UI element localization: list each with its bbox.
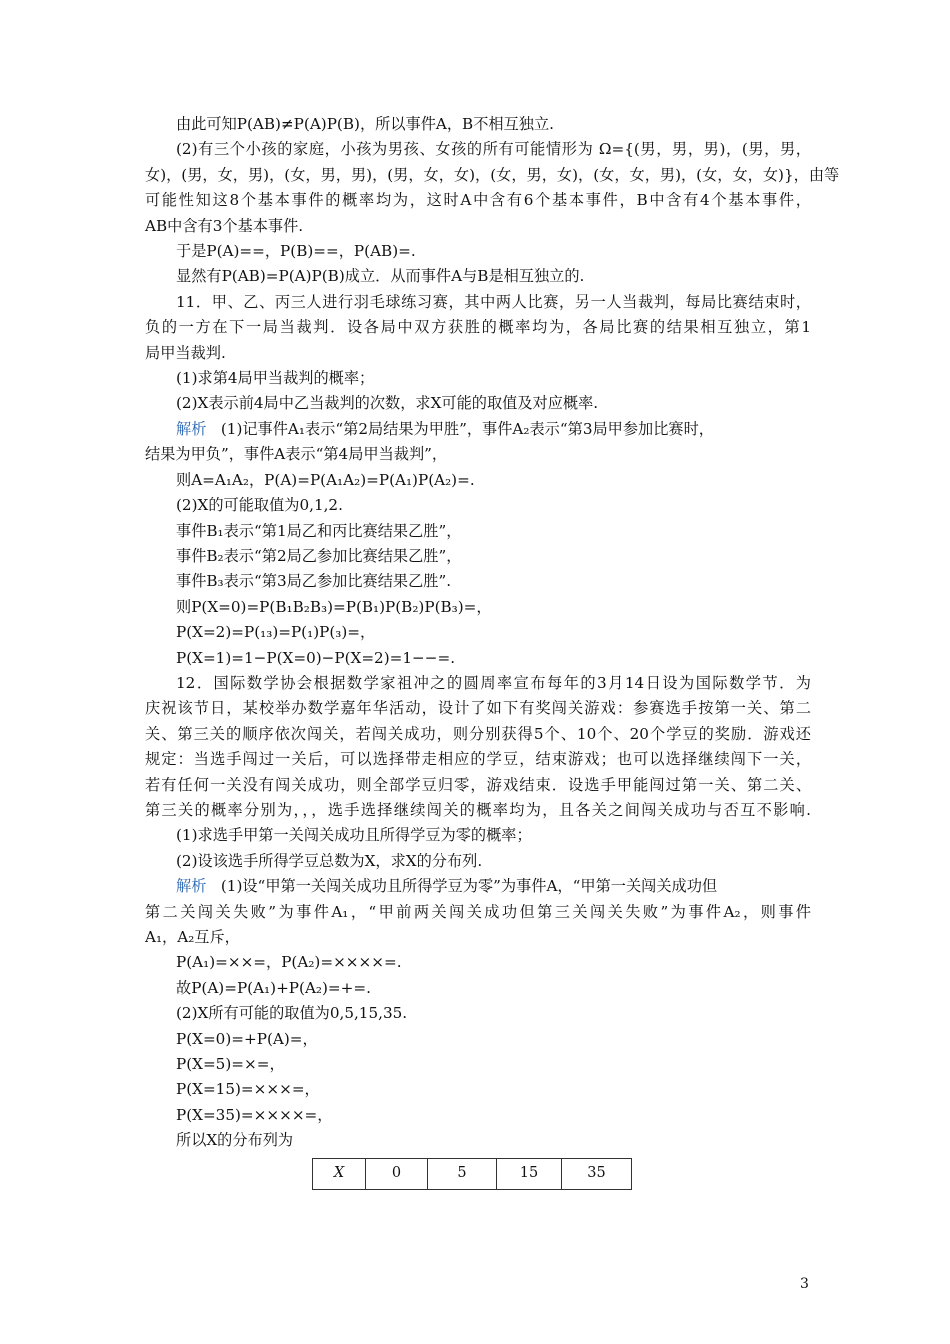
text-line: 事件B₃表示“第3局乙参加比赛结果乙胜”. bbox=[176, 572, 452, 591]
text-line: P(X=1)=1−P(X=0)−P(X=2)=1−−=. bbox=[176, 648, 456, 667]
text-line: 关、第三关的顺序依次闯关，若闯关成功，则分别获得5个、10个、20个学豆的奖励．游戏还 bbox=[145, 724, 811, 743]
text-line: P(X=2)=P(₁₃)=P(₁)P(₃)=， bbox=[176, 623, 376, 642]
table-cell: X bbox=[313, 1158, 366, 1189]
text-span: (1)记事件A₁表示“第2局结果为甲胜”，事件A₂表示“第3局甲参加比赛时， bbox=[220, 419, 714, 438]
distribution-table bbox=[312, 1158, 632, 1190]
solution-line bbox=[145, 417, 811, 442]
page-number: 3 bbox=[800, 1276, 809, 1292]
solution-line bbox=[145, 874, 811, 899]
text-line: AB中含有3个基本事件. bbox=[145, 216, 304, 235]
problem-12-line: 12．国际数学协会根据数学家祖冲之的圆周率宣布每年的3月14日设为国际数学节．为 bbox=[176, 673, 811, 692]
table-cell: 0 bbox=[366, 1158, 428, 1189]
text-line: (1)求第4局甲当裁判的概率； bbox=[176, 369, 375, 388]
text-line: 事件B₁表示“第1局乙和丙比赛结果乙胜”， bbox=[176, 521, 462, 540]
problem-11-line: 11．甲、乙、丙三人进行羽毛球练习赛，其中两人比赛，另一人当裁判，每局比赛结束时， bbox=[176, 292, 811, 311]
text-line: 庆祝该节日，某校举办数学嘉年华活动，设计了如下有奖闯关游戏：参赛选手按第一关、第二 bbox=[145, 699, 811, 718]
text-line: (2)设该选手所得学豆总数为X，求X的分布列. bbox=[176, 851, 483, 870]
text-line: 则P(X=0)=P(B₁B₂B₃)=P(B₁)P(B₂)P(B₃)=， bbox=[176, 597, 492, 616]
table-row bbox=[313, 1158, 632, 1189]
text-line: 负的一方在下一局当裁判．设各局中双方获胜的概率均为，各局比赛的结果相互独立，第1 bbox=[145, 318, 811, 337]
text-line: 局甲当裁判. bbox=[145, 343, 226, 362]
text-line: P(X=15)=×××=， bbox=[176, 1080, 320, 1099]
text-line: (2)X所有可能的取值为0,5,15,35. bbox=[176, 1004, 408, 1023]
text-line: 由此可知P(AB)≠P(A)P(B)，所以事件A，B不相互独立. bbox=[176, 115, 554, 133]
text-line: 故P(A)=P(A₁)+P(A₂)=+=. bbox=[176, 978, 371, 997]
text-line: (2)有三个小孩的家庭，小孩为男孩、女孩的所有可能情形为 Ω={(男，男，男)，(男，男， bbox=[176, 140, 811, 159]
text-line: (2)X表示前4局中乙当裁判的次数，求X可能的取值及对应概率. bbox=[176, 394, 599, 413]
text-line: P(A₁)=××=，P(A₂)=××××=. bbox=[176, 953, 402, 972]
solution-label: 解析 bbox=[176, 419, 207, 438]
table-cell: 35 bbox=[562, 1158, 632, 1189]
text-line: 于是P(A)==，P(B)==，P(AB)=. bbox=[176, 242, 416, 261]
table-cell: 5 bbox=[428, 1158, 497, 1189]
text-line: P(X=35)=××××=， bbox=[176, 1105, 333, 1124]
text-span: (1)设“甲第一关闯关成功且所得学豆为零”为事件A，“甲第一关闯关成功但 bbox=[220, 877, 718, 896]
solution-label: 解析 bbox=[176, 877, 207, 896]
text-line: 可能性知这8个基本事件的概率均为，这时A中含有6个基本事件，B中含有4个基本事件， bbox=[145, 191, 811, 210]
text-line: 显然有P(AB)=P(A)P(B)成立．从而事件A与B是相互独立的. bbox=[176, 267, 585, 286]
text-line: 结果为甲负”，事件A表示“第4局甲当裁判”， bbox=[145, 445, 448, 464]
text-line: A₁，A₂互斥， bbox=[145, 928, 240, 946]
text-line: 规定：当选手闯过一关后，可以选择带走相应的学豆，结束游戏；也可以选择继续闯下一关， bbox=[145, 750, 811, 769]
text-line: 则A=A₁A₂，P(A)=P(A₁A₂)=P(A₁)P(A₂)=. bbox=[176, 470, 475, 489]
text-line: (1)求选手甲第一关闯关成功且所得学豆为零的概率； bbox=[176, 826, 532, 845]
text-line: 第二关闯关失败”为事件A₁，“甲前两关闯关成功但第三关闯关失败”为事件A₂，则事件 bbox=[145, 902, 811, 921]
text-line: P(X=5)=×=， bbox=[176, 1055, 285, 1074]
text-line: (2)X的可能取值为0,1,2. bbox=[176, 496, 343, 515]
text-line: 事件B₂表示“第2局乙参加比赛结果乙胜”， bbox=[176, 546, 462, 565]
table-cell: 15 bbox=[497, 1158, 562, 1189]
document-body bbox=[145, 112, 840, 1190]
text-line: 所以X的分布列为 bbox=[176, 1131, 294, 1150]
text-line: 第三关的概率分别为，，，选手选择继续闯关的概率均为，且各关之间闯关成功与否互不影响. bbox=[145, 800, 811, 819]
text-line: 若有任何一关没有闯关成功，则全部学豆归零，游戏结束．设选手甲能闯过第一关、第二关、 bbox=[145, 775, 811, 794]
text-line: 女)，(男，女，男)，(女，男，男)，(男，女，女)，(女，男，女)，(女，女，男)，(女，女，女)}，由等 bbox=[145, 165, 840, 184]
text-line: P(X=0)=+P(A)=， bbox=[176, 1029, 318, 1048]
